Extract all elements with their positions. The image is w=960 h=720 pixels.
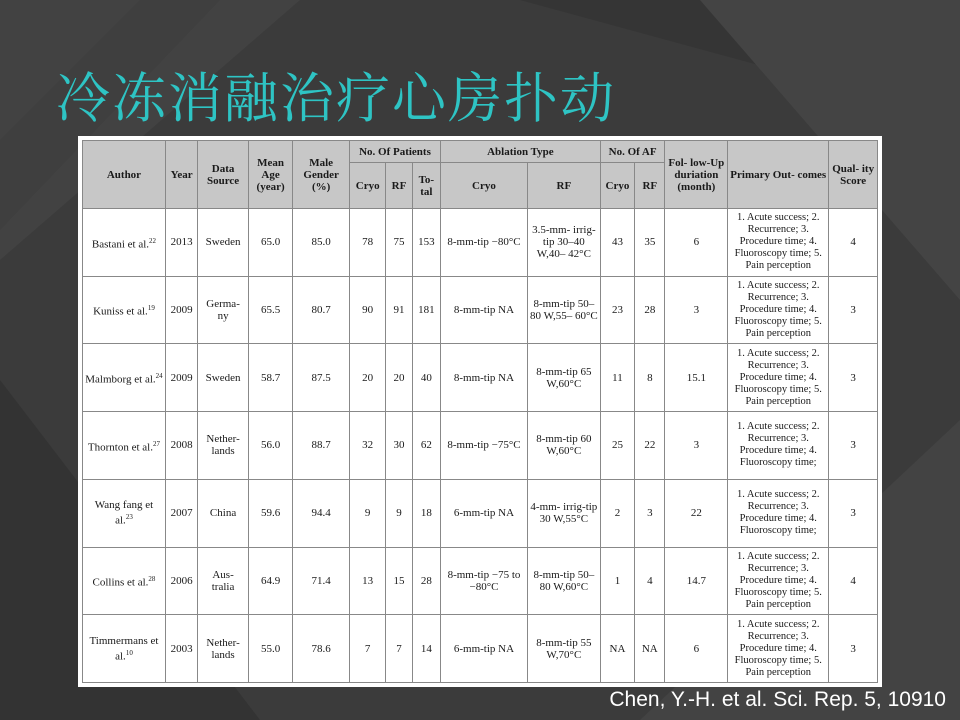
af-rf-cell: NA (635, 615, 665, 683)
outcomes-cell: 1. Acute success; 2. Recurrence; 3. Procedure time; 4. Fluoroscopy time; 5. Pain perception (728, 276, 829, 344)
ablation-cryo-cell: 8-mm-tip −75°C (440, 412, 527, 480)
reference-number: 23 (125, 513, 133, 522)
header-ablation-rf: RF (527, 163, 600, 209)
source-cell: Nether- lands (198, 412, 249, 480)
mean-age-cell: 55.0 (248, 615, 293, 683)
patients-cryo-cell: 32 (349, 412, 385, 480)
studies-table (82, 140, 878, 683)
patients-cryo-cell: 13 (349, 547, 385, 615)
quality-score-cell: 3 (829, 412, 878, 480)
author-name: Thornton et al. (87, 441, 153, 454)
year-cell: 2009 (165, 276, 197, 344)
patients-rf-cell: 7 (386, 615, 412, 683)
table-body (83, 209, 878, 683)
table-row (83, 547, 878, 615)
patients-total-cell: 28 (412, 547, 440, 615)
header-af-cryo: Cryo (600, 163, 634, 209)
af-rf-cell: 4 (635, 547, 665, 615)
author-cell (83, 479, 166, 547)
male-gender-cell: 78.6 (293, 615, 350, 683)
patients-rf-cell: 30 (386, 412, 412, 480)
reference-number: 19 (147, 304, 155, 313)
ablation-rf-cell: 3.5-mm- irrig-tip 30–40 W,40– 42°C (527, 209, 600, 277)
mean-age-cell: 58.7 (248, 344, 293, 412)
header-mean-age: Mean Age (year) (248, 141, 293, 209)
author-cell (83, 344, 166, 412)
header-ablation-group: Ablation Type (440, 141, 600, 163)
patients-rf-cell: 15 (386, 547, 412, 615)
source-cell: Nether- lands (198, 615, 249, 683)
header-author: Author (83, 141, 166, 209)
year-cell: 2006 (165, 547, 197, 615)
source-cell: Aus- tralia (198, 547, 249, 615)
outcomes-cell: 1. Acute success; 2. Recurrence; 3. Procedure time; 4. Fluoroscopy time; (728, 479, 829, 547)
source-cell: China (198, 479, 249, 547)
table-header (83, 141, 878, 209)
follow-up-cell: 3 (665, 276, 728, 344)
author-name: Wang fang et al. (94, 499, 154, 527)
follow-up-cell: 3 (665, 412, 728, 480)
ablation-rf-cell: 8-mm-tip 65 W,60°C (527, 344, 600, 412)
ablation-cryo-cell: 8-mm-tip NA (440, 276, 527, 344)
follow-up-cell: 15.1 (665, 344, 728, 412)
mean-age-cell: 64.9 (248, 547, 293, 615)
af-cryo-cell: 43 (600, 209, 634, 277)
header-ablation-cryo: Cryo (440, 163, 527, 209)
reference-number: 24 (155, 371, 163, 380)
patients-cryo-cell: 78 (349, 209, 385, 277)
mean-age-cell: 56.0 (248, 412, 293, 480)
ablation-cryo-cell: 6-mm-tip NA (440, 479, 527, 547)
af-rf-cell: 28 (635, 276, 665, 344)
quality-score-cell: 3 (829, 276, 878, 344)
patients-cryo-cell: 7 (349, 615, 385, 683)
header-patients-total: To- tal (412, 163, 440, 209)
table-row (83, 615, 878, 683)
header-quality-score: Qual- ity Score (829, 141, 878, 209)
ablation-rf-cell: 8-mm-tip 60 W,60°C (527, 412, 600, 480)
patients-cryo-cell: 9 (349, 479, 385, 547)
author-cell (83, 547, 166, 615)
year-cell: 2003 (165, 615, 197, 683)
af-rf-cell: 3 (635, 479, 665, 547)
af-cryo-cell: NA (600, 615, 634, 683)
year-cell: 2009 (165, 344, 197, 412)
mean-age-cell: 65.5 (248, 276, 293, 344)
source-cell: Sweden (198, 344, 249, 412)
header-follow-up: Fol- low-Up duriation (month) (665, 141, 728, 209)
patients-total-cell: 14 (412, 615, 440, 683)
ablation-rf-cell: 8-mm-tip 55 W,70°C (527, 615, 600, 683)
outcomes-cell: 1. Acute success; 2. Recurrence; 3. Procedure time; 4. Fluoroscopy time; 5. Pain perception (728, 615, 829, 683)
patients-cryo-cell: 90 (349, 276, 385, 344)
source-cell: Sweden (198, 209, 249, 277)
patients-total-cell: 181 (412, 276, 440, 344)
patients-total-cell: 62 (412, 412, 440, 480)
source-cell: Germa- ny (198, 276, 249, 344)
table-frame (78, 136, 882, 687)
male-gender-cell: 80.7 (293, 276, 350, 344)
header-af-group: No. Of AF (600, 141, 665, 163)
reference-number: 28 (148, 575, 156, 584)
table-row (83, 479, 878, 547)
af-rf-cell: 8 (635, 344, 665, 412)
outcomes-cell: 1. Acute success; 2. Recurrence; 3. Procedure time; 4. Fluoroscopy time; (728, 412, 829, 480)
reference-number: 22 (149, 236, 157, 245)
author-name: Kuniss et al. (93, 305, 148, 318)
ablation-cryo-cell: 6-mm-tip NA (440, 615, 527, 683)
follow-up-cell: 14.7 (665, 547, 728, 615)
table-row (83, 276, 878, 344)
af-rf-cell: 35 (635, 209, 665, 277)
ablation-rf-cell: 8-mm-tip 50–80 W,55– 60°C (527, 276, 600, 344)
header-patients-cryo: Cryo (349, 163, 385, 209)
patients-total-cell: 18 (412, 479, 440, 547)
year-cell: 2013 (165, 209, 197, 277)
table-row (83, 344, 878, 412)
quality-score-cell: 3 (829, 615, 878, 683)
outcomes-cell: 1. Acute success; 2. Recurrence; 3. Procedure time; 4. Fluoroscopy time; 5. Pain perception (728, 547, 829, 615)
header-af-rf: RF (635, 163, 665, 209)
author-name: Collins et al. (92, 576, 149, 589)
af-cryo-cell: 25 (600, 412, 634, 480)
header-male-gender: Male Gender (%) (293, 141, 350, 209)
male-gender-cell: 85.0 (293, 209, 350, 277)
male-gender-cell: 87.5 (293, 344, 350, 412)
year-cell: 2007 (165, 479, 197, 547)
ablation-cryo-cell: 8-mm-tip NA (440, 344, 527, 412)
author-name: Malmborg et al. (85, 373, 156, 386)
af-cryo-cell: 11 (600, 344, 634, 412)
male-gender-cell: 71.4 (293, 547, 350, 615)
patients-rf-cell: 20 (386, 344, 412, 412)
patients-rf-cell: 9 (386, 479, 412, 547)
patients-total-cell: 153 (412, 209, 440, 277)
quality-score-cell: 3 (829, 479, 878, 547)
follow-up-cell: 6 (665, 615, 728, 683)
follow-up-cell: 22 (665, 479, 728, 547)
quality-score-cell: 4 (829, 209, 878, 277)
outcomes-cell: 1. Acute success; 2. Recurrence; 3. Procedure time; 4. Fluoroscopy time; 5. Pain perception (728, 209, 829, 277)
mean-age-cell: 65.0 (248, 209, 293, 277)
quality-score-cell: 3 (829, 344, 878, 412)
af-cryo-cell: 1 (600, 547, 634, 615)
mean-age-cell: 59.6 (248, 479, 293, 547)
header-primary-outcomes: Primary Out- comes (728, 141, 829, 209)
patients-total-cell: 40 (412, 344, 440, 412)
header-patients-rf: RF (386, 163, 412, 209)
table-row (83, 209, 878, 277)
author-cell (83, 615, 166, 683)
ablation-rf-cell: 8-mm-tip 50– 80 W,60°C (527, 547, 600, 615)
author-name: Timmermans et al. (89, 634, 159, 663)
patients-cryo-cell: 20 (349, 344, 385, 412)
author-name: Bastani et al. (91, 238, 150, 251)
af-cryo-cell: 23 (600, 276, 634, 344)
ablation-rf-cell: 4-mm- irrig-tip 30 W,55°C (527, 479, 600, 547)
header-year: Year (165, 141, 197, 209)
af-cryo-cell: 2 (600, 479, 634, 547)
table-row (83, 412, 878, 480)
ablation-cryo-cell: 8-mm-tip −75 to −80°C (440, 547, 527, 615)
reference-number: 10 (125, 648, 133, 657)
quality-score-cell: 4 (829, 547, 878, 615)
slide-title: 冷冻消融治疗心房扑动 (56, 67, 616, 130)
citation: Chen, Y.-H. et al. Sci. Rep. 5, 10910 (609, 688, 946, 711)
male-gender-cell: 94.4 (293, 479, 350, 547)
af-rf-cell: 22 (635, 412, 665, 480)
ablation-cryo-cell: 8-mm-tip −80°C (440, 209, 527, 277)
author-cell (83, 276, 166, 344)
author-cell (83, 412, 166, 480)
reference-number: 27 (153, 439, 160, 448)
author-cell (83, 209, 166, 277)
header-patients-group: No. Of Patients (349, 141, 440, 163)
follow-up-cell: 6 (665, 209, 728, 277)
patients-rf-cell: 75 (386, 209, 412, 277)
year-cell: 2008 (165, 412, 197, 480)
header-data-source: Data Source (198, 141, 249, 209)
patients-rf-cell: 91 (386, 276, 412, 344)
male-gender-cell: 88.7 (293, 412, 350, 480)
outcomes-cell: 1. Acute success; 2. Recurrence; 3. Procedure time; 4. Fluoroscopy time; 5. Pain perception (728, 344, 829, 412)
